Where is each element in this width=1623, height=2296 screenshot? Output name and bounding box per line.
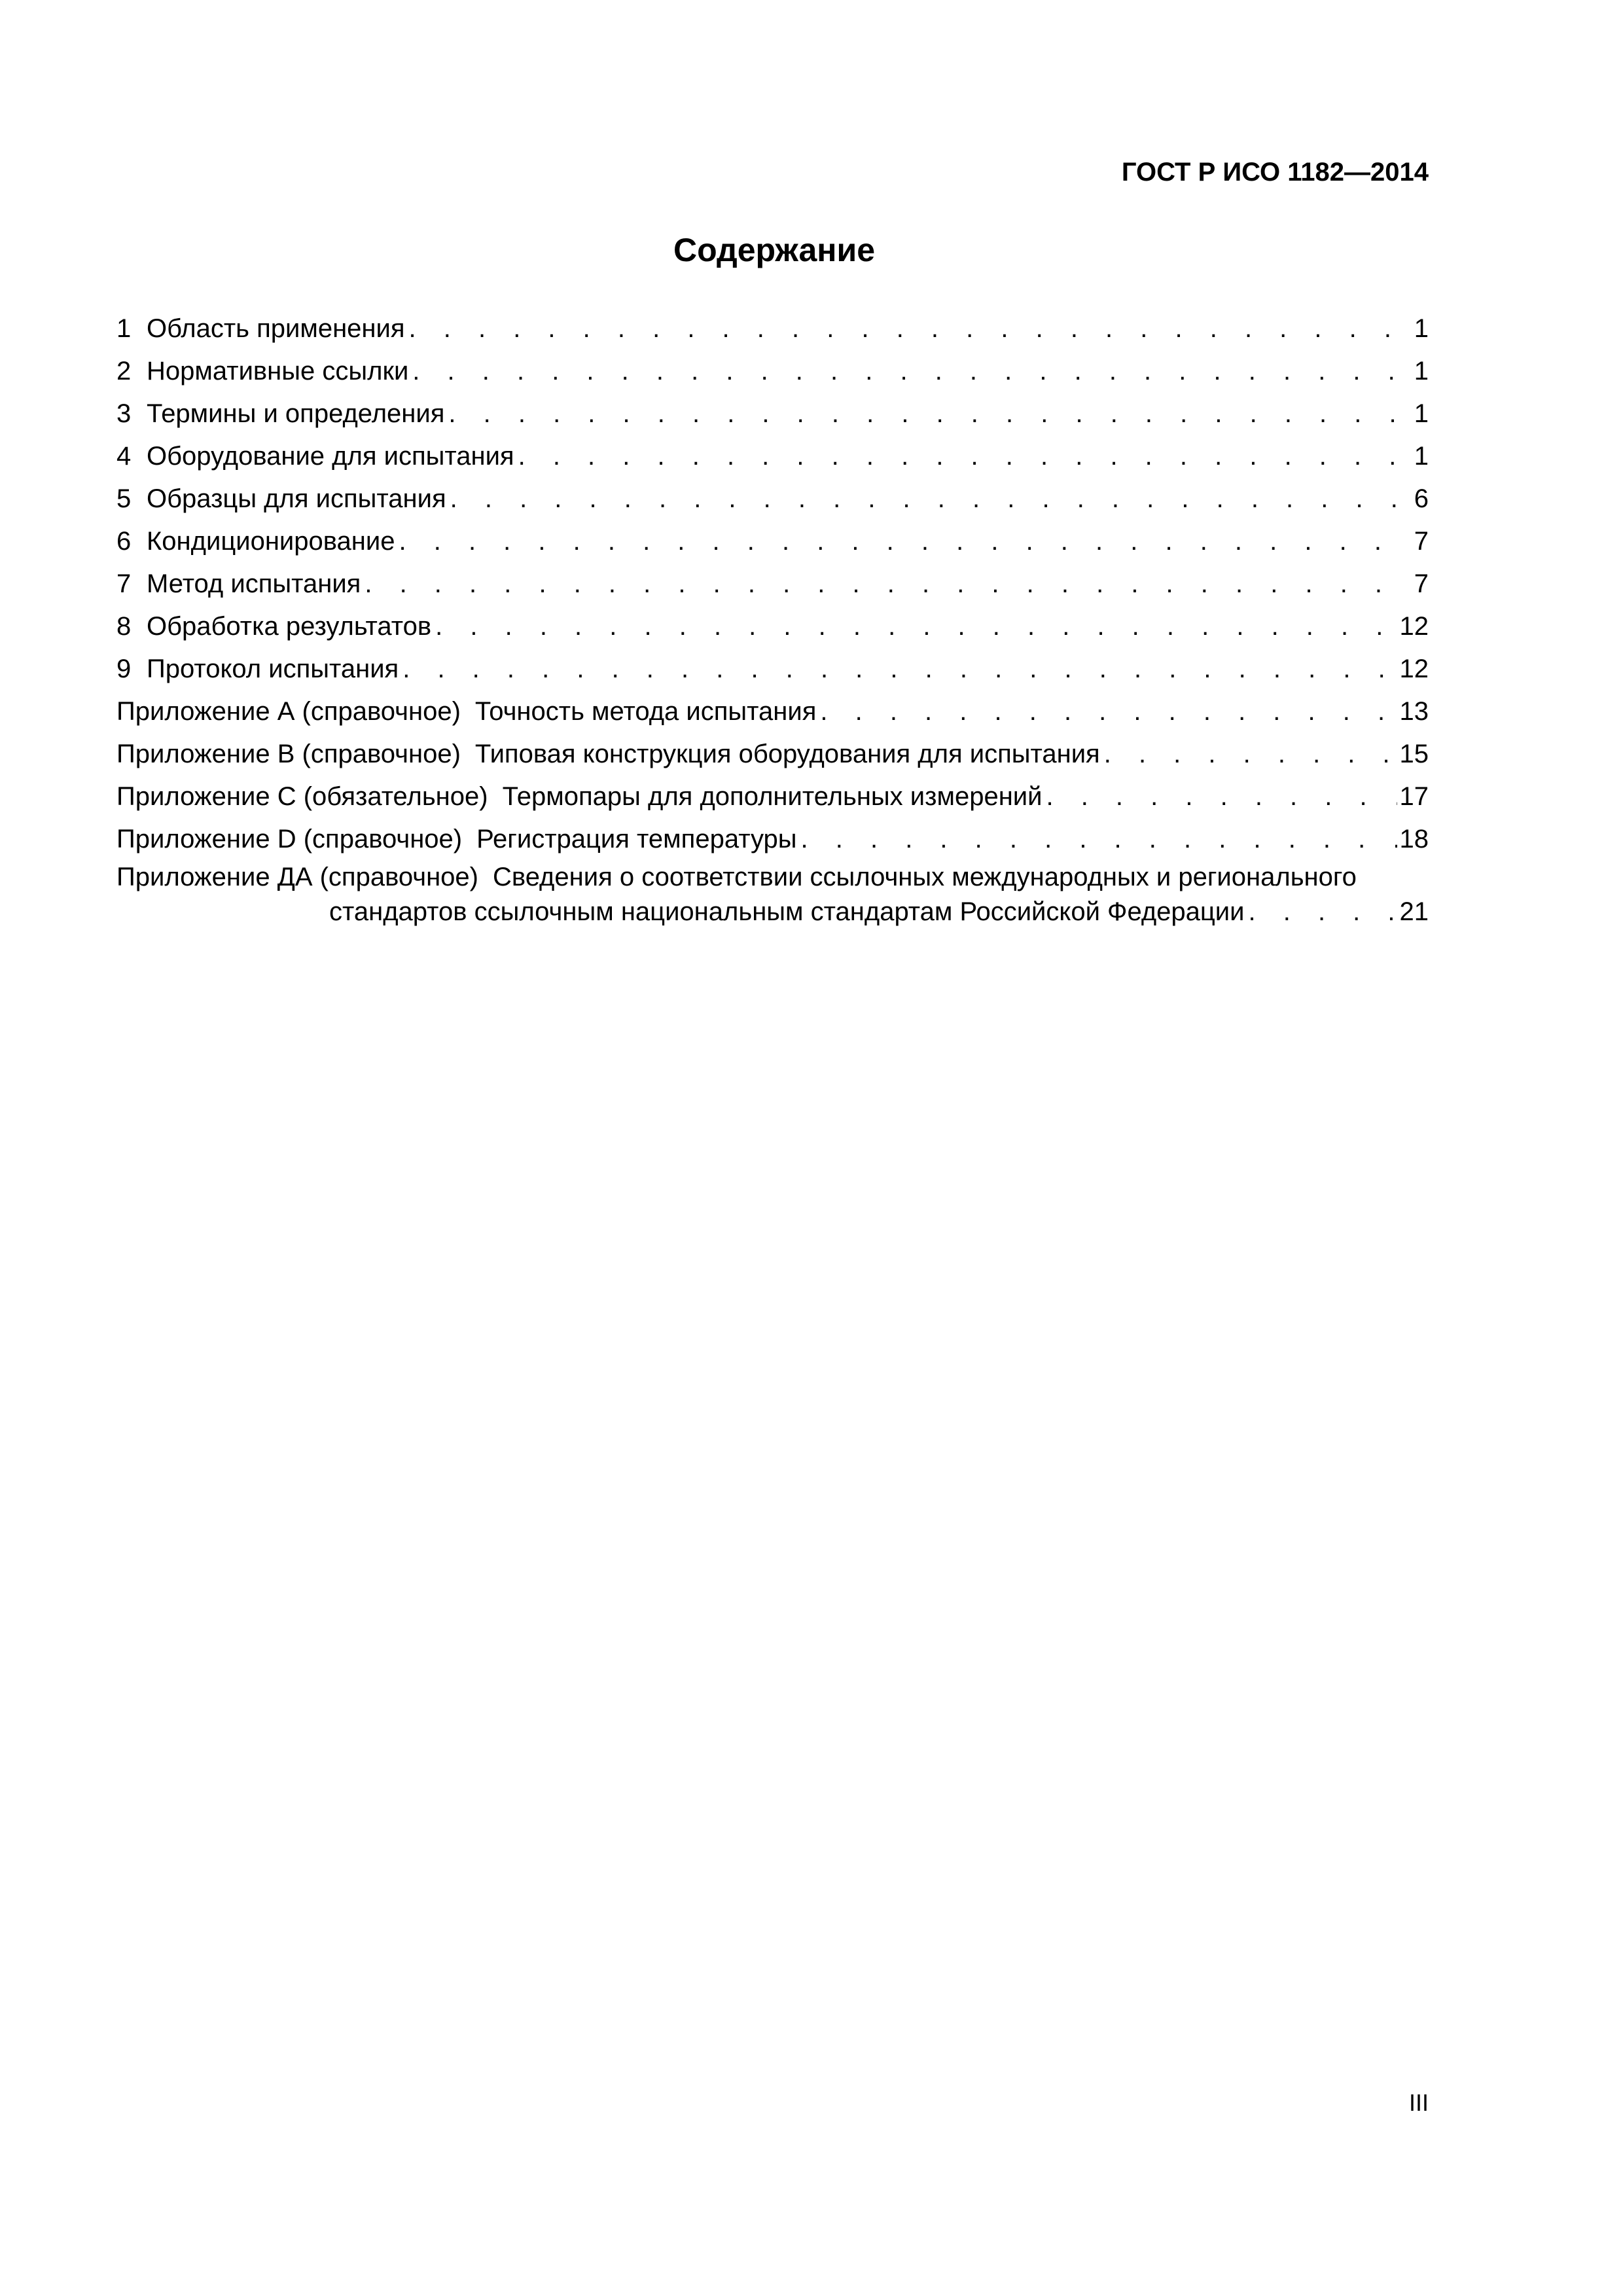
appendix-title: Типовая конструкция оборудования для испытания [474,740,1100,768]
toc-entry-title: Оборудование для испытания [147,442,514,471]
toc-entry-page: 1 [1414,314,1429,343]
dot-leader [1104,733,1397,776]
toc-appendix-entry[interactable] [116,691,1429,733]
toc-entry-number: 5 [116,484,132,513]
appendix-label: Приложение D (справочное) [116,825,463,853]
toc-appendix-entry[interactable] [116,861,1429,930]
toc-entry-page: 1 [1414,357,1429,386]
appendix-label: Приложение С (обязательное) [116,782,488,811]
table-of-contents [116,308,1429,930]
toc-entry[interactable] [116,605,1429,648]
toc-entry-title: Кондиционирование [147,527,395,556]
dot-leader [399,520,1410,563]
toc-entry[interactable] [116,435,1429,478]
toc-entry[interactable] [116,393,1429,435]
toc-entry-title: Протокол испытания [147,655,399,683]
toc-entry-title: Нормативные ссылки [147,357,409,386]
toc-entry-title: Обработка результатов [147,612,432,641]
toc-entry-number: 6 [116,527,132,556]
toc-appendix-entry[interactable] [116,776,1429,818]
toc-entry[interactable] [116,308,1429,350]
toc-entry[interactable] [116,350,1429,393]
appendix-title: Регистрация температуры [476,825,797,853]
toc-entry-page: 1 [1414,399,1429,428]
appendix-label: Приложение ДА (справочное) [116,863,478,891]
dot-leader [518,435,1410,478]
toc-entry-number: 4 [116,442,132,471]
toc-entry-page: 7 [1414,527,1429,556]
toc-entry-page: 6 [1414,484,1429,513]
appendix-line-2 [116,893,1429,930]
dot-leader [412,350,1410,393]
appendix-line-1 [116,861,1429,893]
toc-entry[interactable] [116,478,1429,520]
dot-leader [801,818,1397,861]
appendix-title: Термопары для дополнительных измерений [502,782,1043,811]
toc-entry-page: 1 [1414,442,1429,471]
toc-entry-page: 12 [1399,612,1429,641]
toc-entry[interactable] [116,648,1429,691]
dot-leader [448,393,1410,435]
dot-leader [820,691,1397,733]
dot-leader [1046,776,1397,818]
document-code-header: ГОСТ Р ИСО 1182—2014 [1121,158,1429,187]
appendix-page: 13 [1399,697,1429,726]
toc-appendix-entry[interactable] [116,818,1429,861]
toc-title: Содержание [673,232,876,268]
toc-entry-number: 1 [116,314,132,343]
appendix-page: 21 [1399,897,1429,926]
toc-entry-title: Область применения [147,314,405,343]
toc-entry-number: 3 [116,399,132,428]
appendix-page: 18 [1399,825,1429,853]
toc-entry[interactable] [116,520,1429,563]
toc-entry-title: Термины и определения [147,399,445,428]
dot-leader [365,563,1410,605]
appendix-page: 15 [1399,740,1429,768]
toc-entry-number: 9 [116,655,132,683]
toc-entry-title: Метод испытания [147,569,361,598]
toc-entry-number: 2 [116,357,132,386]
page-number: III [1408,2089,1429,2116]
dot-leader [409,308,1410,350]
toc-entry-page: 12 [1399,655,1429,683]
dot-leader [402,648,1397,691]
toc-entry-page: 7 [1414,569,1429,598]
dot-leader [450,478,1410,520]
appendix-title-line-1: Сведения о соответствии ссылочных международных и регионального [493,863,1357,891]
appendix-title: Точность метода испытания [474,697,817,726]
toc-entry[interactable] [116,563,1429,605]
dot-leader [435,605,1397,648]
toc-entry-number: 7 [116,569,132,598]
appendix-label: Приложение В (справочное) [116,740,461,768]
appendix-title-line-2: стандартов ссылочным национальным стандартам Российской Федерации [329,897,1245,926]
toc-appendix-entry[interactable] [116,733,1429,776]
dot-leader [1249,893,1397,930]
appendix-page: 17 [1399,782,1429,811]
appendix-label: Приложение А (справочное) [116,697,461,726]
toc-entry-number: 8 [116,612,132,641]
toc-entry-title: Образцы для испытания [147,484,446,513]
